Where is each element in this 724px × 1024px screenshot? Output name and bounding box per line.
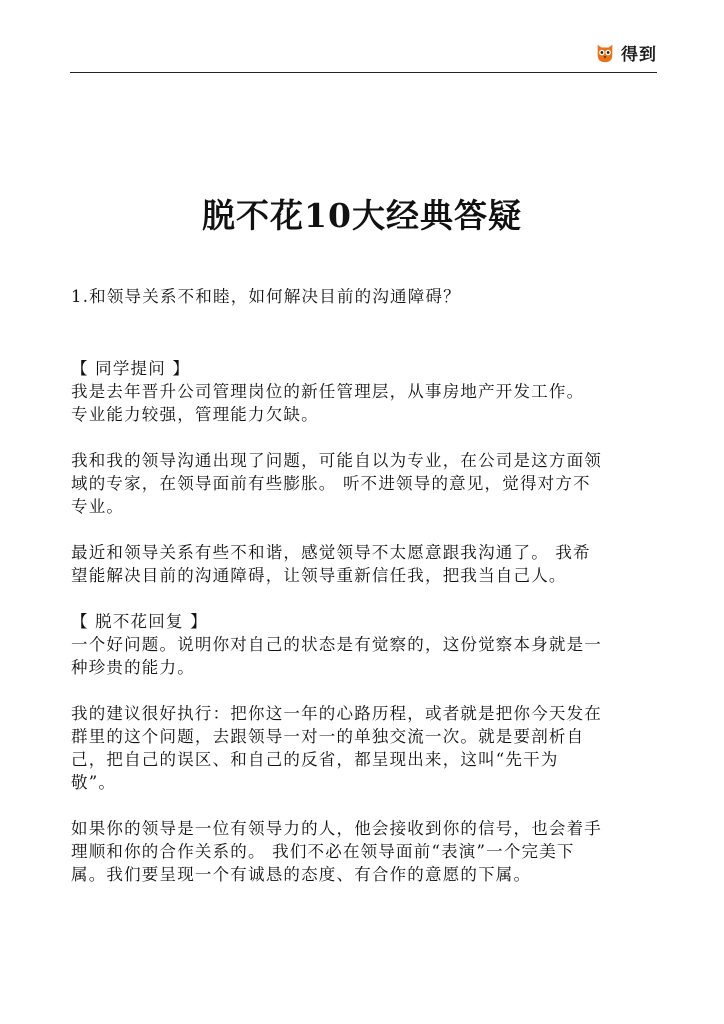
owl-logo-icon bbox=[594, 42, 616, 64]
reply-paragraph bbox=[71, 817, 657, 886]
text-line: 如果你的领导是一位有领导力的人，他会接收到你的信号，也会着手 bbox=[71, 819, 602, 838]
ask-paragraph bbox=[71, 449, 657, 518]
text-line: 己，把自己的误区、和自己的反省，都呈现出来，这叫“先干为 bbox=[71, 750, 559, 769]
ask-paragraph bbox=[71, 541, 657, 587]
text-line: 群里的这个问题，去跟领导一对一的单独交流一次。就是要剖析自 bbox=[71, 727, 585, 746]
text-line: 最近和领导关系有些不和谐，感觉领导不太愿意跟我沟通了。 我希 bbox=[71, 543, 591, 562]
page-title: 脱不花10大经典答疑 bbox=[202, 196, 522, 235]
brand-name: 得到 bbox=[621, 45, 657, 65]
text-line: 一个好问题。说明你对自己的状态是有觉察的，这份觉察本身就是一 bbox=[71, 635, 602, 654]
reply-section-label: 【 脱不花回复 】 bbox=[71, 612, 208, 631]
page-header bbox=[70, 36, 657, 73]
text-line: 属。我们要呈现一个有诚恳的态度、有合作的意愿的下属。 bbox=[71, 865, 532, 884]
text-line: 域的专家，在领导面前有些膨胀。 听不进领导的意见，觉得对方不 bbox=[71, 474, 591, 493]
question-heading: 1.和领导关系不和睦，如何解决目前的沟通障碍？ bbox=[71, 287, 461, 306]
brand bbox=[594, 40, 657, 65]
reply-paragraph bbox=[71, 702, 657, 794]
reply-paragraph bbox=[71, 633, 657, 679]
text-line: 我是去年晋升公司管理岗位的新任管理层，从事房地产开发工作。 bbox=[71, 382, 585, 401]
text-line: 望能解决目前的沟通障碍，让领导重新信任我，把我当自己人。 bbox=[71, 566, 567, 585]
ask-section-label: 【 同学提问 】 bbox=[71, 359, 191, 378]
text-line: 理顺和你的合作关系的。 我们不必在领导面前“表演”一个完美下 bbox=[71, 842, 575, 861]
text-line: 专业能力较强，管理能力欠缺。 bbox=[71, 405, 319, 424]
text-line: 我的建议很好执行：把你这一年的心路历程，或者就是把你今天发在 bbox=[71, 704, 602, 723]
text-line: 专业。 bbox=[71, 497, 125, 516]
document-body bbox=[71, 285, 657, 909]
text-line: 我和我的领导沟通出现了问题，可能自以为专业，在公司是这方面领 bbox=[71, 451, 602, 470]
text-line: 敬”。 bbox=[71, 773, 117, 792]
text-line: 种珍贵的能力。 bbox=[71, 658, 195, 677]
ask-paragraph bbox=[71, 380, 657, 426]
